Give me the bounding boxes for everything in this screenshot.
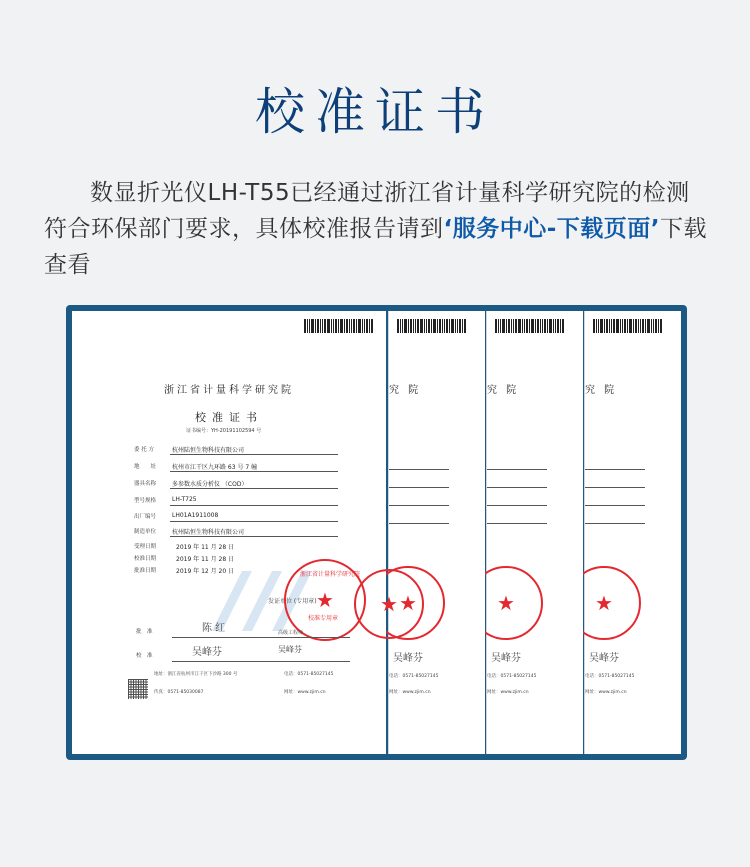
field-label: 委 托 方 xyxy=(134,447,154,453)
stamp-icon: ★ xyxy=(371,566,445,640)
field-value: LH01A1911008 xyxy=(172,512,219,519)
field-value: 杭州陆恒生物科技有限公司 xyxy=(172,529,245,536)
field-value: 杭州陆恒生物科技有限公司 xyxy=(172,447,245,454)
date-value: 2019 年 11 月 28 日 xyxy=(176,544,235,551)
barcode-icon xyxy=(397,319,475,333)
phone-fragment: 电话：0571-85027145 xyxy=(585,674,635,679)
field-label: 制造单位 xyxy=(134,529,157,535)
field-label: 器具名称 xyxy=(134,481,157,487)
certificate-frame xyxy=(66,305,687,760)
web-line: 网址：www.zjim.cn xyxy=(284,690,326,695)
sheet-org-fragment: 究 院 xyxy=(487,385,520,396)
certificate-sheet-4 xyxy=(584,311,681,754)
web-fragment: 网址：www.zjim.cn xyxy=(389,690,431,695)
date-value: 2019 年 12 月 20 日 xyxy=(176,568,235,575)
fax-line: 传真：0571-85030087 xyxy=(154,690,204,695)
stamp-icon: ★ xyxy=(567,566,641,640)
field-value: 杭州市江干区九环路 63 号 7 幢 xyxy=(172,464,258,471)
qr-code-icon xyxy=(128,679,148,699)
date-label: 受理日期 xyxy=(134,544,157,550)
intro-tail: 下载查看 xyxy=(44,216,708,278)
field-value: 多参数水质分析仪 （COD） xyxy=(172,481,248,488)
official-stamp-icon: 浙江省计量科学研究院 ★ 校准专用章 xyxy=(284,559,366,641)
stamp-inner-text: 校准专用章 xyxy=(308,615,339,622)
signature-fragment: 吴峰芬 xyxy=(491,653,521,664)
certificate-number: 证书编号：YH-20191102594 号 xyxy=(186,428,262,434)
approve-label: 批 准 xyxy=(136,629,153,635)
date-value: 2019 年 11 月 28 日 xyxy=(176,556,235,563)
certificate-sheet-3 xyxy=(486,311,583,754)
web-fragment: 网址：www.zjim.cn xyxy=(585,690,627,695)
verifier-signature-2: 吴峰芬 xyxy=(278,645,302,654)
address-line: 地址：浙江省杭州市江干区下沙路 300 号 xyxy=(154,672,238,677)
certificate-title: 校准证书 xyxy=(195,411,263,424)
field-label: 出厂编号 xyxy=(134,514,157,520)
official-stamp-icon: ★ xyxy=(354,569,424,639)
verify-label: 校 准 xyxy=(136,653,153,659)
signature-fragment: 吴峰芬 xyxy=(393,653,423,664)
phone-fragment: 电话：0571-85027145 xyxy=(389,674,439,679)
verifier-signature: 吴峰芬 xyxy=(192,647,222,658)
barcode-icon xyxy=(593,319,671,333)
date-label: 校准日期 xyxy=(134,556,157,562)
certificate-sheet-main xyxy=(72,311,398,754)
sheet-org-fragment: 究 院 xyxy=(389,385,422,396)
intro-text: 数显折光仪LH-T55已经通过浙江省计量科学研究院的检测符合环保部门要求，具体校准报告请到 xyxy=(44,180,690,242)
intro-paragraph xyxy=(44,175,712,283)
engineer-title: 高级工程师 xyxy=(278,630,304,636)
field-value: LH-T725 xyxy=(172,496,197,503)
certificate-sheet-2 xyxy=(388,311,485,754)
phone-fragment: 电话：0571-85027145 xyxy=(487,674,537,679)
field-label: 型号规格 xyxy=(134,498,157,504)
field-label: 地 址 xyxy=(134,464,157,470)
phone-line: 电话：0571-85027145 xyxy=(284,672,334,677)
date-label: 批准日期 xyxy=(134,568,157,574)
issuer-label: 发证单位 (专用章) xyxy=(268,598,317,605)
page-title: 校准证书 xyxy=(255,83,495,141)
signature-fragment: 吴峰芬 xyxy=(589,653,619,664)
download-link[interactable]: ‘服务中心-下载页面’ xyxy=(443,216,661,242)
barcode-icon xyxy=(495,319,573,333)
approver-signature: 陈 红 xyxy=(202,623,226,634)
web-fragment: 网址：www.zjim.cn xyxy=(487,690,529,695)
certificate-org: 浙江省计量科学研究院 xyxy=(164,385,294,396)
stamp-org-text: 浙江省计量科学研究院 xyxy=(300,571,361,578)
sheet-org-fragment: 究 院 xyxy=(585,385,618,396)
stamp-icon: ★ xyxy=(469,566,543,640)
barcode-icon xyxy=(304,319,382,333)
